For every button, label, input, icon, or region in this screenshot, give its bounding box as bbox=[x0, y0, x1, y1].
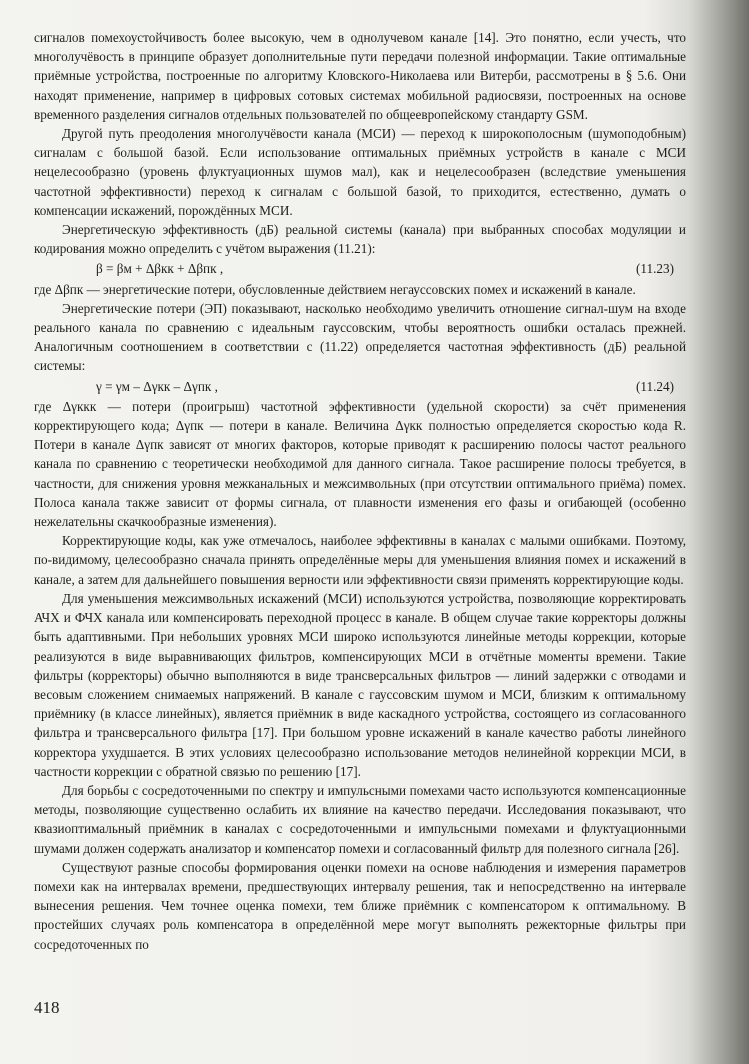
paragraph-3: Энергетическую эффективность (дБ) реальной системы (канала) при выбранных способах модуляции и кодирования можно определить с учётом выражения (11.21): bbox=[34, 222, 686, 257]
paragraph-2: Другой путь преодоления многолучёвости канала (МСИ) — переход к широкополосным (шумоподобным) сигналам с большой базой. Если использование оптимальных приёмных устройств в канале с МСИ нецелесообразно (уровень флуктуационных шумов мал), как и нецелесообразен (вследствие уменьшения частотной эффективности) переход к сигналам с большой базой, то приходится, естественно, думать о компенсации искажений, порождённых МСИ. bbox=[34, 126, 686, 218]
formula-11-24 bbox=[34, 377, 686, 396]
formula-11-23-number: (11.23) bbox=[636, 261, 674, 277]
paragraph-5: Энергетические потери (ЭП) показывают, насколько необходимо увеличить отношение сигнал-шум на входе реального канала по сравнению с идеальным гауссовским, чтобы вероятность ошибки осталась прежней. Аналогичным соотношением в соответствии с (11.22) определяется частотная эффективность (дБ) реальной системы: bbox=[34, 300, 686, 374]
page-text bbox=[34, 28, 686, 954]
page-number: 418 bbox=[34, 998, 60, 1017]
paragraph-9: Для борьбы с сосредоточенными по спектру и импульсными помехами часто используются компенсационные методы, позволяющие существенно ослабить их влияние на качество передачи. Исследования показывают, что квазиоптимальный приёмник в каналах с сосредоточенными и импульсными помехами и флуктуационными шумами должен содержать анализатор и компенсатор помехи и согласованный фильтр для полезного сигнала [26]. bbox=[34, 782, 686, 856]
formula-11-24-expr: γ = γм – Δγкк – Δγпк , bbox=[96, 378, 218, 394]
paragraph-6: где Δγккк — потери (проигрыш) частотной эффективности (удельной скорости) за счёт применения корректирующего кода; Δγпк — потери в канале. Величина Δγкк полностью определяется скоростью кода R. Потери в канале Δγпк зависят от многих факторов, которые приводят к расширению полосы частот реального канала по сравнению с теоретически необходимой для данного сигнала. Такое расширение полосы требуется, в частности, для снижения уровня межканальных и межсимвольных (при отсутствии оптимального приёма) помех. Полоса канала также зависит от формы сигнала, от плавности изменения его фазы и огибающей (особенно нежелательны скачкообразные изменения). bbox=[34, 398, 686, 530]
paragraph-1: сигналов помехоустойчивость более высокую, чем в однолучевом канале [14]. Это понятно, если учесть, что многолучёвость в принципе образует дополнительные пути передачи полезной информации. Такие оптимальные приёмные устройства, построенные по алгоритму Кловского-Николаева или Витерби, рассмотрены в § 5.6. Они находят применение, например в цифровых сотовых системах мобильной радиосвязи, построенных на основе временного разделения сигналов отдельных пользователей по общеевропейскому стандарту GSM. bbox=[34, 30, 686, 122]
paragraph-7: Корректирующие коды, как уже отмечалось, наиболее эффективны в каналах с малыми ошибками. Поэтому, по-видимому, целесообразно сначала принять определённые меры для уменьшения влияния помех и искажений в канале, а затем для дальнейшего повышения верности или эффективности связи применять корректирующие коды. bbox=[34, 533, 686, 587]
formula-11-24-number: (11.24) bbox=[636, 378, 674, 394]
formula-11-23 bbox=[34, 259, 686, 278]
paragraph-8: Для уменьшения межсимвольных искажений (МСИ) используются устройства, позволяющие корректировать АЧХ и ФЧХ канала или компенсировать переходной процесс в канале. В общем случае такие корректоры должны быть адаптивными. При небольших уровнях МСИ широко используются линейные методы коррекции, которые реализуются в виде выравнивающих фильтров, компенсирующих МСИ в отчётные моменты времени. Такие фильтры (корректоры) обычно выполняются в виде трансверсальных фильтров — линий задержки с отводами и весовым сложением снимаемых напряжений. В канале с гауссовским шумом и МСИ, близким к оптимальному приёмнику (в классе линейных), является приёмник в виде каскадного устройства, состоящего из согласованного фильтра и трансверсального фильтра [17]. При большом уровне искажений в канале качество работы линейного корректора ухудшается. В этих условиях целесообразно использование методов нелинейной коррекции МСИ, в частности коррекции с обратной связью по решению [17]. bbox=[34, 590, 686, 779]
paragraph-4: где Δβпк — энергетические потери, обусловленные действием негауссовских помех и искажений в канале. bbox=[34, 281, 636, 297]
paragraph-10: Существуют разные способы формирования оценки помехи на основе наблюдения и измерения параметров помехи как на интервалах времени, предшествующих интервалу решения, так и непосредственно на интервале вынесения решения. Чем точнее оценка помехи, тем ближе приёмник с компенсатором к оптимальному. В простейших случаях роль компенсатора в определённой мере могут выполнять режекторные фильтры при сосредоточенных по bbox=[34, 859, 686, 952]
formula-11-23-expr: β = βм + Δβкк + Δβпк , bbox=[96, 261, 224, 277]
